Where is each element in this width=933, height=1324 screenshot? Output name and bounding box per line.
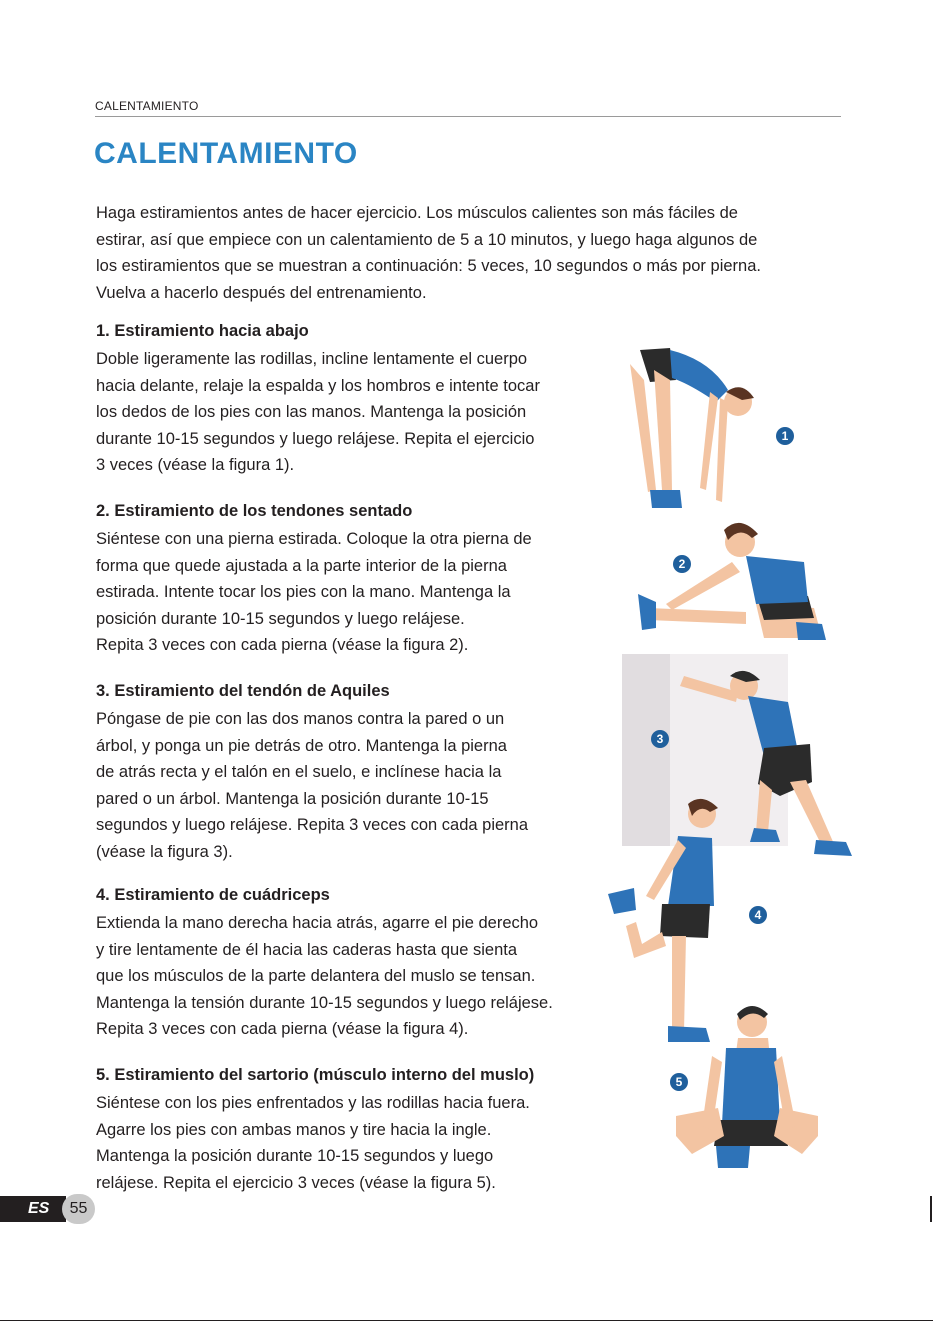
bottom-divider [0, 1320, 933, 1321]
section-line: relájese. Repita el ejercicio 3 veces (véase la figura 5). [96, 1173, 496, 1192]
intro-line: Haga estiramientos antes de hacer ejercicio. Los músculos calientes son más fáciles de [96, 204, 738, 222]
section-line: hacia delante, relaje la espalda y los hombros e intente tocar [96, 376, 540, 395]
section-body [96, 706, 606, 865]
section-line: durante 10-15 segundos y luego relájese. Repita el ejercicio [96, 429, 535, 448]
section-line: Extienda la mano derecha hacia atrás, agarre el pie derecho [96, 914, 539, 932]
section-line: de atrás recta y el talón en el suelo, e inclínese hacia la [96, 763, 502, 781]
section-body [96, 346, 606, 479]
intro-line: estirar, así que empiece con un calentamiento de 5 a 10 minutos, y luego haga algunos de [96, 230, 758, 249]
section-line: Agarre los pies con ambas manos y tire hacia la ingle. [96, 1120, 492, 1139]
section-line: los dedos de los pies con las manos. Mantenga la posición [96, 403, 527, 421]
figure-2-badge: 2 [673, 555, 691, 573]
intro-line: los estiramientos que se muestran a continuación: 5 veces, 10 segundos o más por pierna. [96, 257, 761, 275]
section-heading: 4. Estiramiento de cuádriceps [96, 886, 330, 904]
section-line: árbol, y ponga un pie detrás de otro. Mantenga la pierna [96, 736, 507, 755]
figure-3-badge: 3 [651, 730, 669, 748]
section-line: Siéntese con los pies enfrentados y las rodillas hacia fuera. [96, 1094, 530, 1112]
section-sartorius [96, 1064, 606, 1196]
section-heading: 3. Estiramiento del tendón de Aquiles [96, 682, 390, 700]
section-achilles [96, 680, 606, 865]
page-number: 55 [62, 1194, 95, 1224]
crop-mark [930, 1196, 932, 1222]
section-line: posición durante 10-15 segundos y luego relájese. [96, 609, 465, 628]
header-divider [95, 116, 841, 117]
section-line: Póngase de pie con las dos manos contra la pared o un [96, 710, 505, 728]
intro-paragraph [96, 200, 836, 306]
figure-seated-hamstring-illustration [636, 512, 836, 647]
figure-sartorius-illustration [672, 996, 822, 1176]
page-title: CALENTAMIENTO [94, 137, 358, 170]
section-line: pared o un árbol. Mantenga la posición durante 10-15 [96, 789, 489, 808]
figure-4-badge: 4 [749, 906, 767, 924]
section-line: Mantenga la posición durante 10-15 segundos y luego [96, 1147, 494, 1165]
section-line: que los músculos de la parte delantera del muslo se tensan. [96, 967, 536, 985]
section-line: forma que quede ajustada a la parte interior de la pierna [96, 556, 507, 575]
figure-1-badge: 1 [776, 427, 794, 445]
section-line: Doble ligeramente las rodillas, incline lentamente el cuerpo [96, 350, 528, 368]
section-line: Repita 3 veces con cada pierna (véase la figura 4). [96, 1020, 469, 1038]
section-heading: 1. Estiramiento hacia abajo [96, 322, 309, 340]
section-heading: 5. Estiramiento del sartorio (músculo interno del muslo) [96, 1066, 535, 1084]
section-line: Siéntese con una pierna estirada. Coloque la otra pierna de [96, 530, 532, 548]
section-seated-hamstring [96, 500, 606, 659]
section-heading: 2. Estiramiento de los tendones sentado [96, 502, 413, 520]
section-line: y tire lentamente de él hacia las caderas hasta que sienta [96, 940, 518, 959]
running-header: CALENTAMIENTO [95, 99, 199, 113]
intro-line: Vuelva a hacerlo después del entrenamiento. [96, 283, 427, 302]
section-body [96, 526, 606, 659]
figure-5-badge: 5 [670, 1073, 688, 1091]
section-body [96, 910, 606, 1043]
section-quadriceps [96, 884, 606, 1043]
section-line: Mantenga la tensión durante 10-15 segundos y luego relájese. [96, 993, 553, 1012]
section-line: Repita 3 veces con cada pierna (véase la figura 2). [96, 636, 469, 654]
section-line: estirada. Intente tocar los pies con la mano. Mantenga la [96, 583, 511, 601]
language-tag: ES [0, 1196, 66, 1222]
section-downward-stretch [96, 320, 606, 479]
figure-forward-bend-illustration [610, 340, 790, 520]
section-body [96, 1090, 606, 1196]
section-line: (véase la figura 3). [96, 842, 233, 861]
section-line: segundos y luego relájese. Repita 3 veces con cada pierna [96, 816, 529, 834]
section-line: 3 veces (véase la figura 1). [96, 456, 295, 474]
